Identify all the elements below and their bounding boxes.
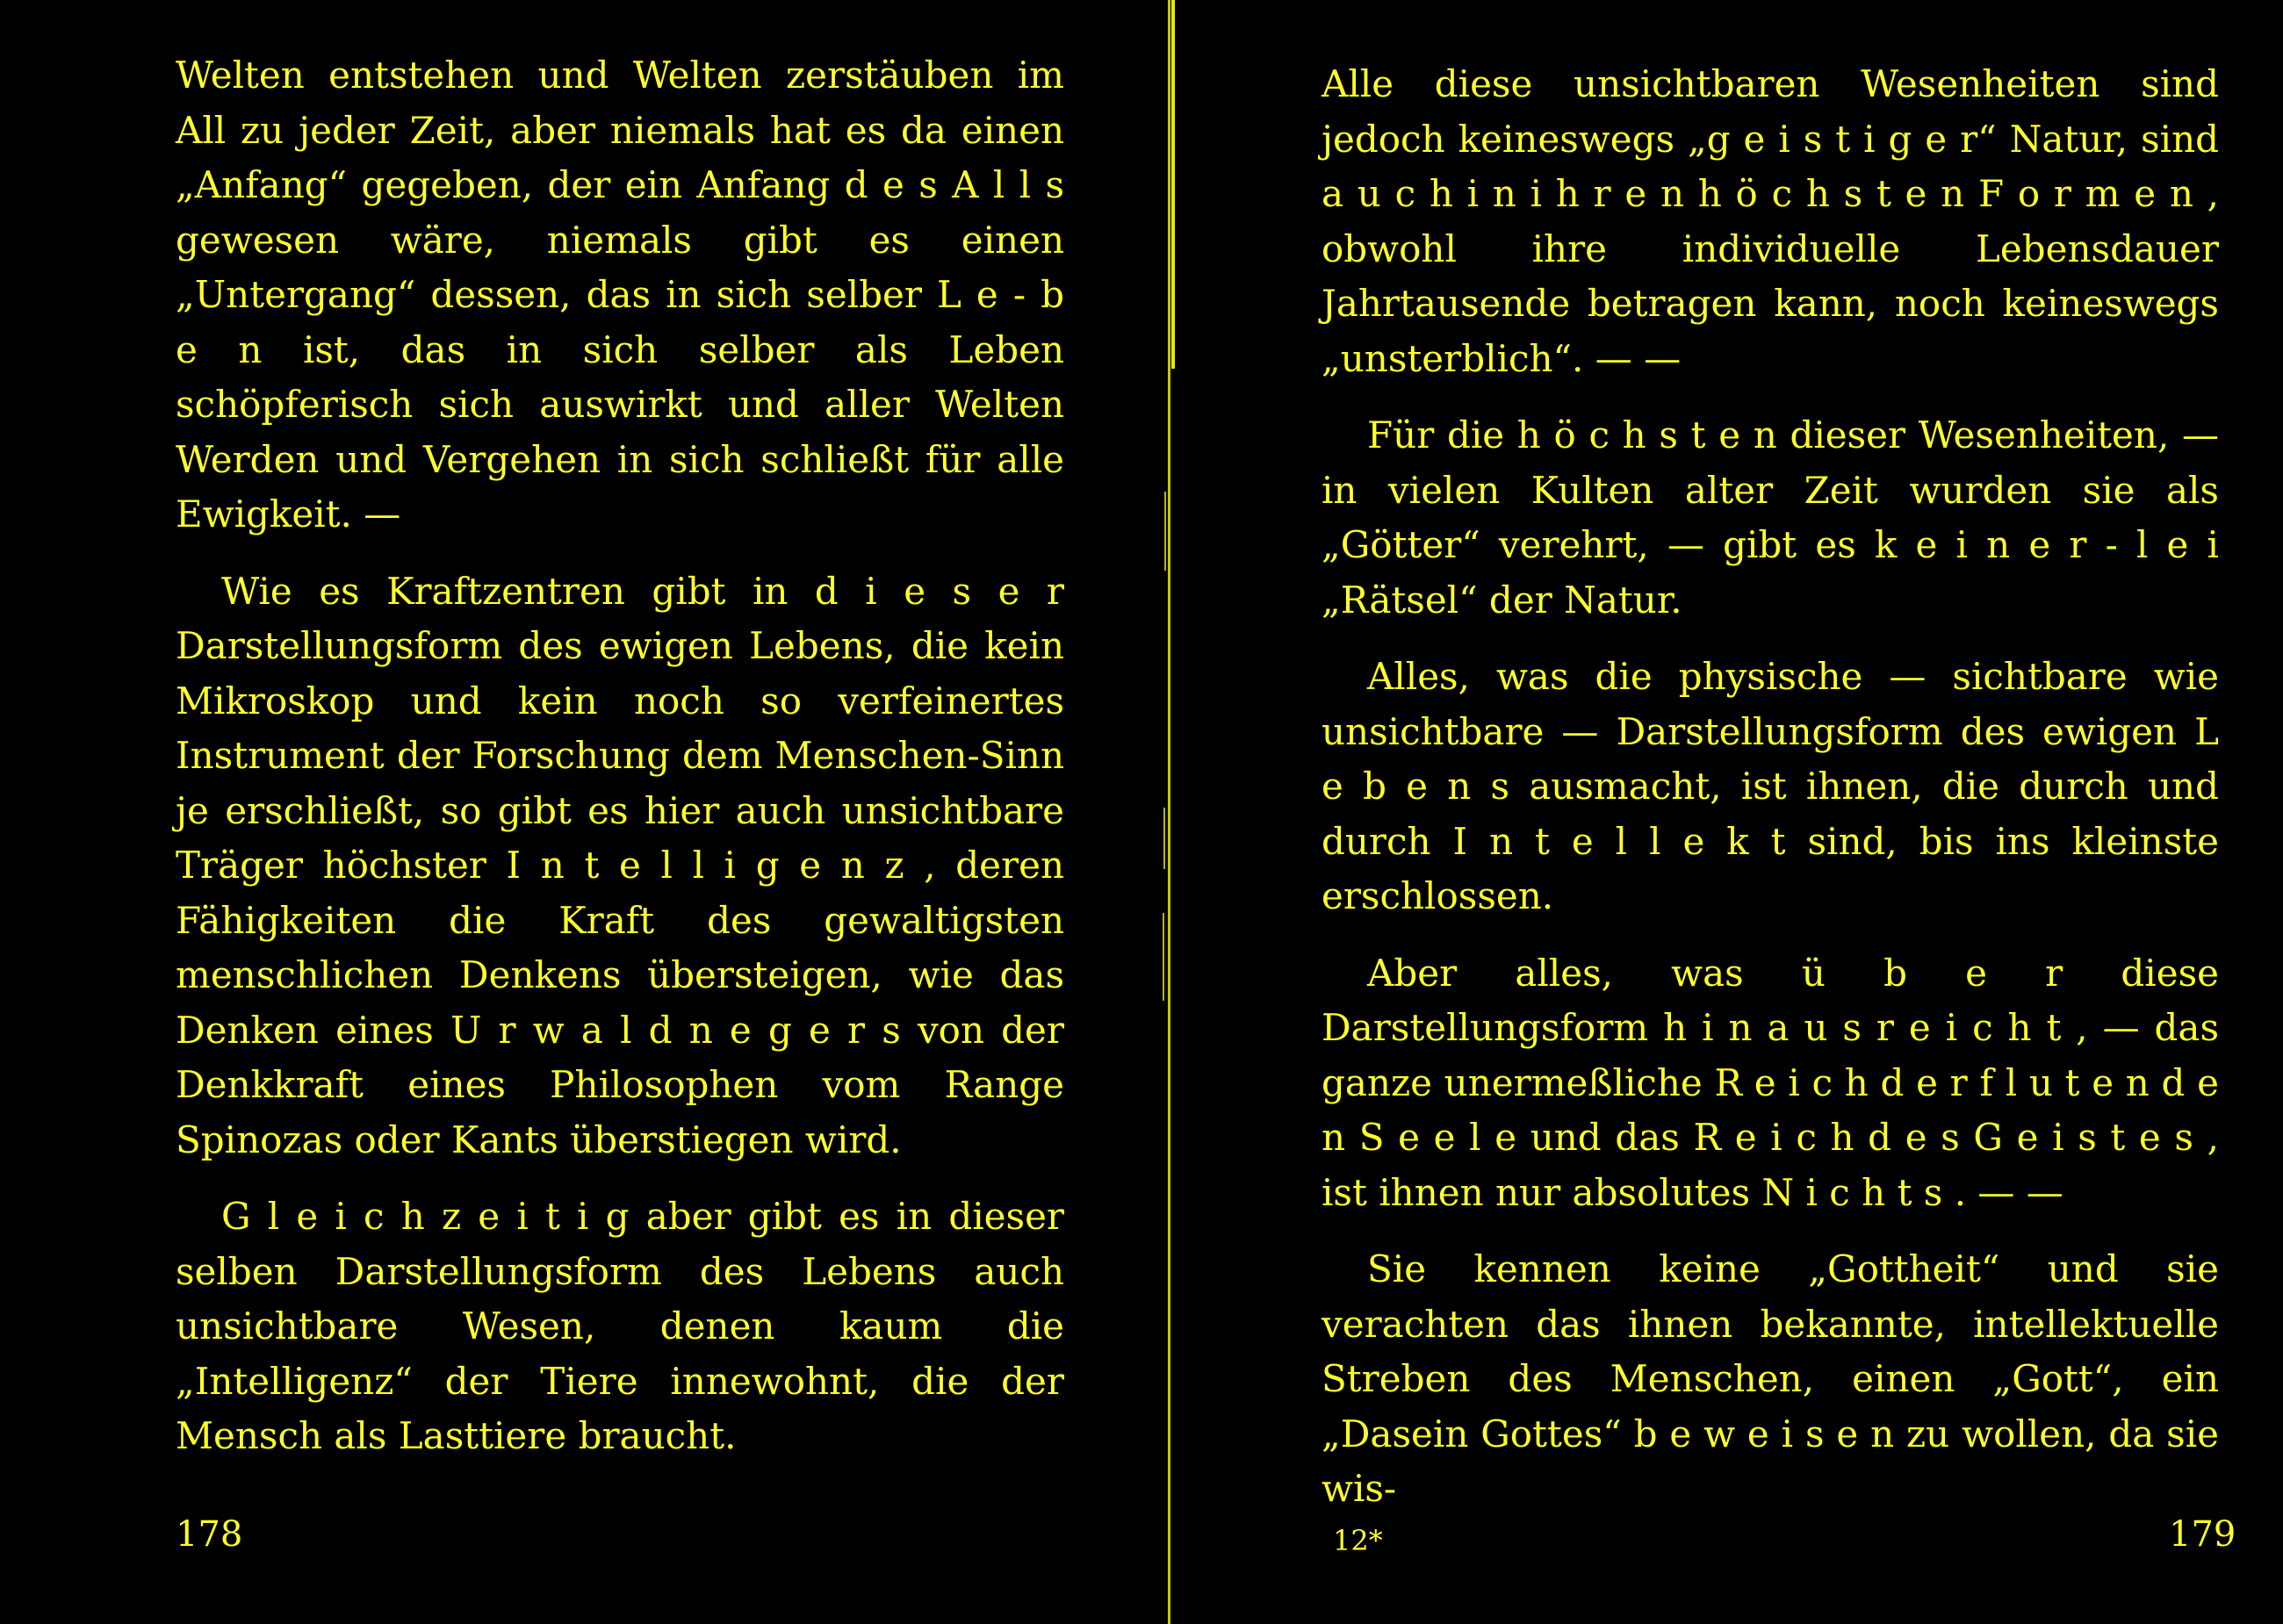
right-paragraph-4: Aber alles, was ü b e r diese Darstellungsform h i n a u s r e i c h t , — das ganze unermeßliche R e i c h d e r f l u t e n d e n S e e l e und das R e i c h d e s G e i s t e s , ist ihnen nur absolutes N i c h t s . — — bbox=[1322, 951, 2219, 1214]
spine-edge-line bbox=[1163, 808, 1165, 869]
spine-edge-line bbox=[1163, 913, 1164, 1001]
spine-edge-line bbox=[1171, 0, 1175, 369]
right-paragraph-2: Für die h ö c h s t e n dieser Wesenheiten, — in vielen Kulten alter Zeit wurden sie als „Götter“ verehrt, — gibt es k e i n e r - l e i „Rätsel“ der Natur. bbox=[1322, 413, 2219, 622]
spine-edge-line bbox=[1168, 0, 1170, 1624]
left-page-number: 178 bbox=[176, 1514, 243, 1555]
right-paragraph-5: Sie kennen keine „Gottheit“ und sie verachten das ihnen bekannte, intellektuelle Streben des Menschen, einen „Gott“, ein „Dasein Gottes“ b e w e i s e n zu wollen, da sie wis- bbox=[1322, 1247, 2219, 1510]
left-paragraph-2: Wie es Kraftzentren gibt in d i e s e r Darstellungsform des ewigen Lebens, die kein Mikroskop und kein noch so verfeinertes Instrument der Forschung dem Menschen-Sinn je erschließt, so gibt es hier auch unsichtbare Träger höchster I n t e l l i g e n z , deren Fähigkeiten die Kraft des gewaltigsten menschlichen Denkens übersteigen, wie das Denken eines U r w a l d n e g e r s von der Denkkraft eines Philosophen vom Range Spinozas oder Kants überstiegen wird. bbox=[176, 569, 1064, 1161]
right-page bbox=[1194, 0, 2283, 1624]
signature-mark: 12* bbox=[1333, 1524, 1383, 1557]
left-page-text bbox=[176, 48, 1064, 1486]
right-paragraph-3: Alles, was die physische — sichtbare wie unsichtbare — Darstellungsform des ewigen L e b e n s ausmacht, ist ihnen, die durch und durch I n t e l l e k t sind, bis ins kleinste erschlossen. bbox=[1322, 655, 2219, 917]
left-paragraph-1: Welten entstehen und Welten zerstäuben im All zu jeder Zeit, aber niemals hat es da einen „Anfang“ gegeben, der ein Anfang d e s A l l s gewesen wäre, niemals gibt es einen „Untergang“ dessen, das in sich selber L e - b e n ist, das in sich selber als Leben schöpferisch sich auswirkt und aller Welten Werden und Vergehen in sich schließt für alle Ewigkeit. — bbox=[176, 54, 1064, 535]
left-paragraph-3: G l e i c h z e i t i g aber gibt es in dieser selben Darstellungsform des Lebens auch unsichtbare Wesen, denen kaum die „Intelligenz“ der Tiere innewohnt, die der Mensch als Lasttiere braucht. bbox=[176, 1195, 1064, 1457]
spine-edge-line bbox=[1164, 492, 1166, 571]
right-paragraph-1: Alle diese unsichtbaren Wesenheiten sind jedoch keineswegs „g e i s t i g e r“ Natur, sind a u c h i n i h r e n h ö c h s t e n F o r m e n , obwohl ihre individuelle Lebensdauer Jahrtausende betragen kann, noch keineswegs „unsterblich“. — — bbox=[1322, 62, 2219, 380]
right-page-number: 179 bbox=[2169, 1514, 2236, 1555]
book-spine bbox=[1157, 0, 1192, 1624]
right-page-text bbox=[1322, 57, 2219, 1539]
